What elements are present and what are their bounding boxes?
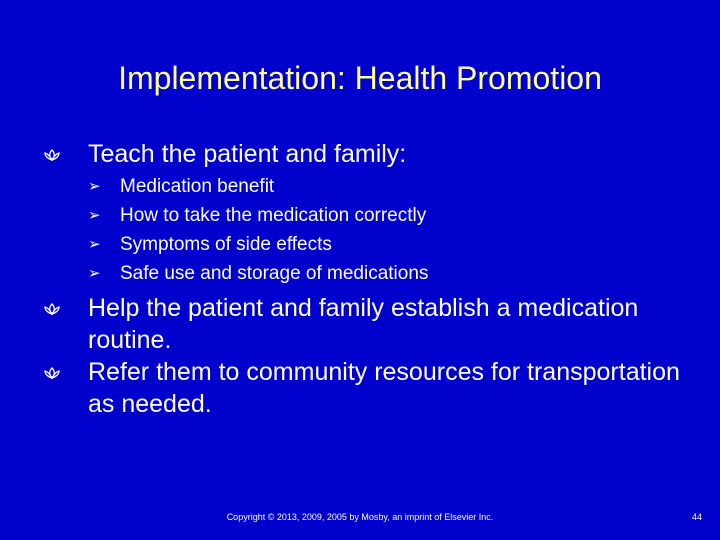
arrowhead-bullet-icon: ➢ xyxy=(88,178,101,195)
bullet-text: Refer them to community resources for transportation as needed. xyxy=(88,358,680,418)
sub-bullet-text: Symptoms of side effects xyxy=(120,234,332,255)
page-number: 44 xyxy=(691,512,702,522)
sub-bullet-text: How to take the medication correctly xyxy=(120,205,427,226)
arrowhead-bullet-icon: ➢ xyxy=(88,236,101,253)
lotus-bullet-icon xyxy=(44,292,88,315)
bullet-text: Help the patient and family establish a medication routine. xyxy=(88,294,639,354)
copyright-footer: Copyright © 2013, 2009, 2005 by Mosby, an imprint of Elsevier Inc. xyxy=(226,512,494,522)
bullet-item xyxy=(44,138,684,170)
bullet-text: Teach the patient and family: xyxy=(88,140,407,168)
slide-content xyxy=(44,138,684,420)
arrowhead-bullet-icon: ➢ xyxy=(88,265,101,282)
sub-bullet-text: Safe use and storage of medications xyxy=(120,263,429,284)
sub-bullet-list xyxy=(88,172,684,288)
lotus-bullet-icon xyxy=(44,138,88,161)
sub-bullet-item xyxy=(88,259,684,288)
arrowhead-bullet-icon: ➢ xyxy=(88,207,101,224)
lotus-bullet-icon xyxy=(44,356,88,379)
sub-bullet-item xyxy=(88,230,684,259)
bullet-item xyxy=(44,292,684,356)
bullet-item xyxy=(44,356,684,420)
sub-bullet-item xyxy=(88,201,684,230)
slide-title: Implementation: Health Promotion xyxy=(118,60,602,96)
sub-bullet-item xyxy=(88,172,684,201)
sub-bullet-text: Medication benefit xyxy=(120,176,275,197)
